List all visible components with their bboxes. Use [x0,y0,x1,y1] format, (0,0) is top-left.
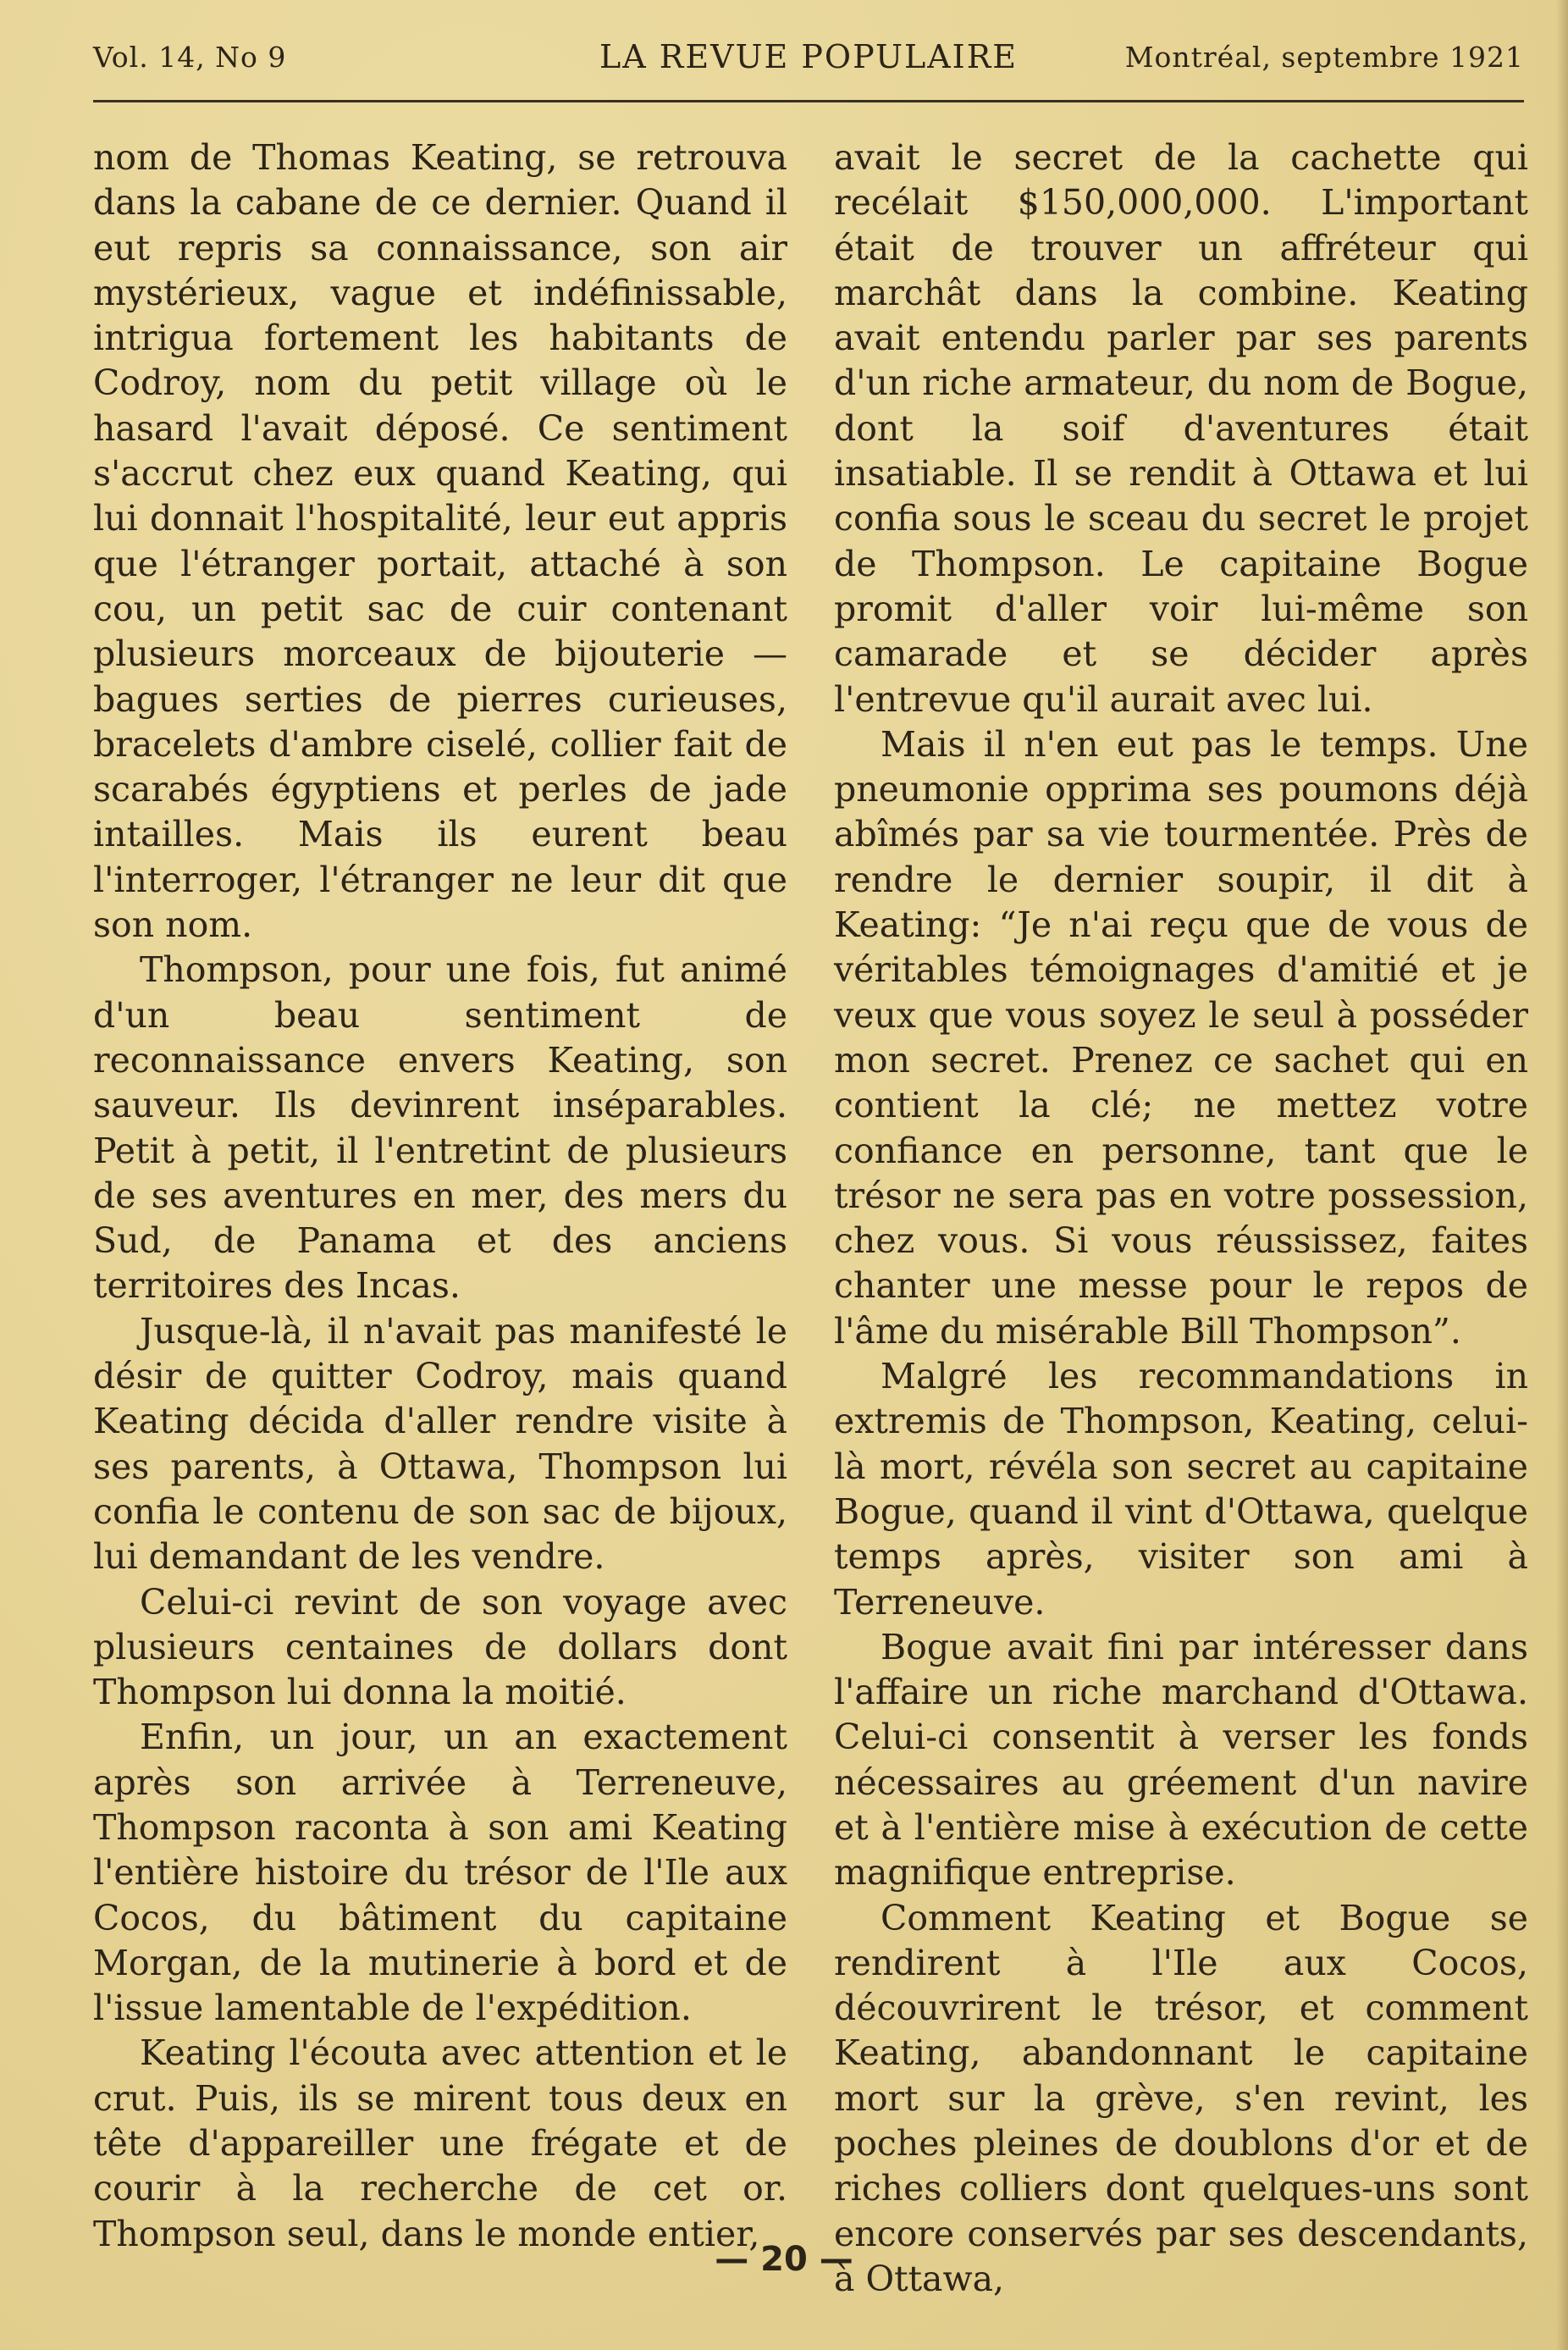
paragraph: Bogue avait fini par intéresser dans l'affaire un riche marchand d'Ottawa. Celui-ci consentit à verser les fonds nécessaires au gréement d'un navire et à l'entière mise à exécution de cette magnifique entreprise. [834,1626,1528,1894]
page-number: — 20 — [715,2240,853,2279]
paragraph: Jusque-là, il n'avait pas manifesté le désir de quitter Codroy, mais quand Keating décida d'aller rendre visite à ses parents, à Ottawa, Thompson lui confia le contenu de son sac de bijoux, lui demandant de les vendre. [93,1310,787,1578]
place-date: Montréal, septembre 1921 [1124,41,1524,74]
running-header [93,38,1524,85]
header-rule [93,100,1524,102]
left-column [93,135,787,2257]
paragraph: Thompson, pour une fois, fut animé d'un beau sentiment de reconnaissance envers Keating, son sauveur. Ils devinrent inséparables. Petit à petit, il l'entretint de plusieurs de ses aventures en mer, des mers du Sud, de Panama et des anciens territoires des Incas. [93,949,787,1307]
volume-number: Vol. 14, No 9 [93,41,287,74]
paragraph: Celui-ci revint de son voyage avec plusieurs centaines de dollars dont Thompson lui donna la moitié. [93,1581,787,1713]
paragraph: Mais il n'en eut pas le temps. Une pneumonie opprima ses poumons déjà abîmés par sa vie tourmentée. Près de rendre le dernier soupir, il dit à Keating: “Je n'ai reçu que de vous de véritables témoignages d'amitié et je veux que vous soyez le seul à posséder mon secret. Prenez ce sachet qui en contient la clé; ne mettez votre confiance en personne, tant que le trésor ne sera pas en votre possession, chez vous. Si vous réussissez, faites chanter une messe pour le repos de l'âme du misérable Bill Thompson”. [834,723,1528,1352]
paragraph: avait le secret de la cachette qui recélait $150,000,000. L'important était de trouver un affréteur qui marchât dans la combine. Keating avait entendu parler par ses parents d'un riche armateur, du nom de Bogue, dont la soif d'aventures était insatiable. Il se rendit à Ottawa et lui confia sous le sceau du secret le projet de Thompson. Le capitaine Bogue promit d'aller voir lui-même son camarade et se décider après l'entrevue qu'il aurait avec lui. [834,137,1528,720]
paragraph: nom de Thomas Keating, se retrouva dans la cabane de ce dernier. Quand il eut repris sa connaissance, son air mystérieux, vague et indéfinissable, intrigua fortement les habitants de Codroy, nom du petit village où le hasard l'avait déposé. Ce sentiment s'accrut chez eux quand Keating, qui lui donnait l'hospitalité, leur eut appris que l'étranger portait, attaché à son cou, un petit sac de cuir contenant plusieurs morceaux de bijouterie — bagues serties de pierres curieuses, bracelets d'ambre ciselé, collier fait de scarabés égyptiens et perles de jade intailles. Mais ils eurent beau l'interroger, l'étranger ne leur dit que son nom. [93,137,787,946]
page-edge-shadow [1556,0,1568,2350]
publication-title: LA REVUE POPULAIRE [599,38,1019,75]
paragraph: Enfin, un jour, un an exactement après son arrivée à Terreneuve, Thompson raconta à son ami Keating l'entière histoire du trésor de l'Ile aux Cocos, du bâtiment du capitaine Morgan, de la mutinerie à bord et de l'issue lamentable de l'expédition. [93,1717,787,2029]
paragraph: Comment Keating et Bogue se rendirent à l'Ile aux Cocos, découvrirent le trésor, et comment Keating, abandonnant le capitaine mort sur la grève, s'en revint, les poches pleines de doublons d'or et de riches colliers dont quelques-uns sont encore conservés par ses descendants, à Ottawa, [834,1897,1528,2299]
paragraph: Malgré les recommandations in extremis de Thompson, Keating, celui-là mort, révéla son secret au capitaine Bogue, quand il vint d'Ottawa, quelque temps après, visiter son ami à Terreneuve. [834,1356,1528,1623]
paragraph: Keating l'écouta avec attention et le crut. Puis, ils se mirent tous deux en tête d'appareiller une frégate et de courir à la recherche de cet or. Thompson seul, dans le monde entier, [93,2032,787,2254]
right-column [834,135,1528,2302]
